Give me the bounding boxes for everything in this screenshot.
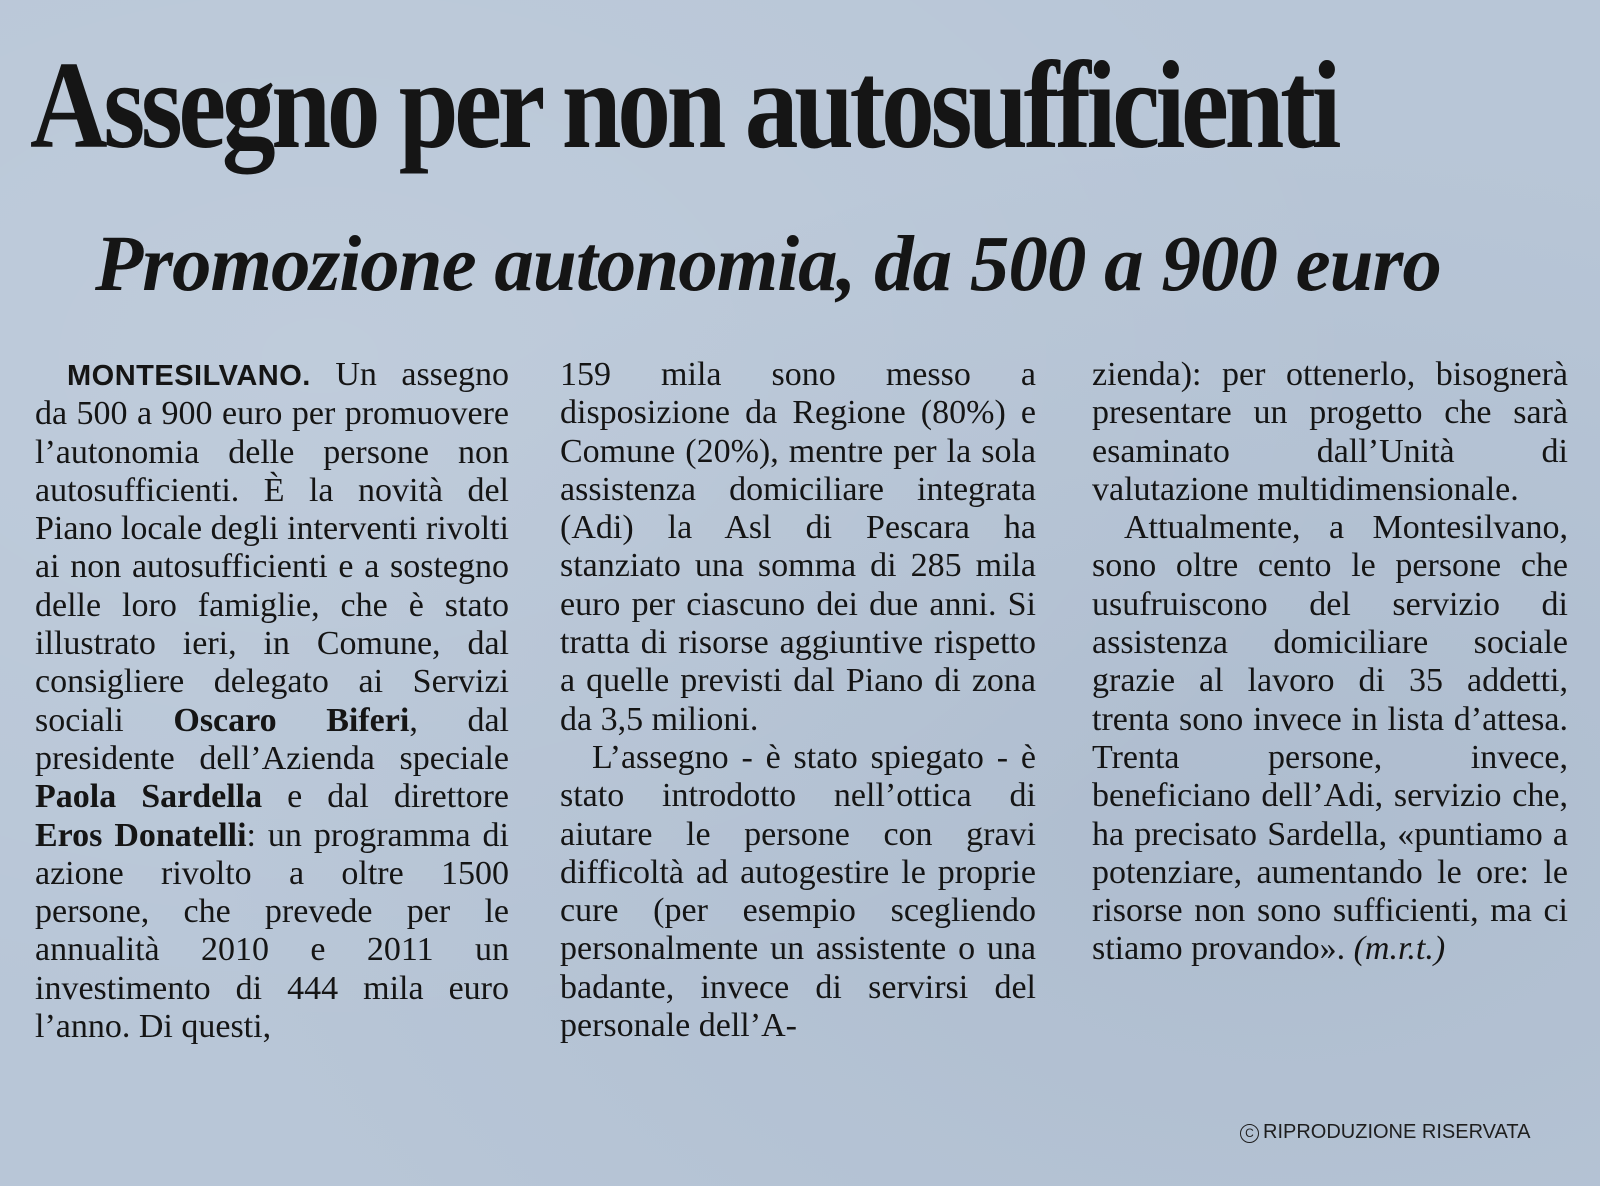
text-segment: Un assegno da 500 a 900 euro per promuovere l’autonomia delle persone non autosufficienti. È la novità del Piano locale degli interventi rivolti ai non autosufficienti e a sostegno delle loro famiglie, che è stato illustrato ieri, in Comune, dal consigliere delegato ai Servizi sociali — [35, 356, 509, 739]
article-column-1 — [35, 356, 509, 1046]
subheadline: Promozione autonomia, da 500 a 900 euro — [95, 221, 1441, 308]
person-name-biferi: Oscaro Biferi — [173, 701, 410, 739]
paragraph-2: 159 mila sono messo a disposizione da Regione (80%) e Comune (20%), mentre per la sola assistenza domiciliare integrata (Adi) la Asl di Pescara ha stanziato una somma di 285 mila euro per ciascuno dei due anni. Si tratta di risorse aggiuntive rispetto a quelle previsti dal Piano di zona da 3,5 milioni. — [560, 356, 1036, 738]
paragraph-4: zienda): per ottenerlo, bisognerà presentare un progetto che sarà esaminato dall’Unità di valutazione multidimensionale. — [1092, 356, 1568, 508]
person-name-sardella: Paola Sardella — [35, 778, 263, 816]
copyright-text: RIPRODUZIONE RISERVATA — [1263, 1121, 1531, 1143]
headline: Assegno per non autosufficienti — [30, 37, 1338, 175]
copyright-notice — [1240, 1120, 1530, 1144]
person-name-donatelli: Eros Donatelli — [35, 816, 247, 854]
dateline: MONTESILVANO. — [67, 360, 311, 392]
author-signature: (m.r.t.) — [1353, 930, 1446, 968]
copyright-icon: C — [1240, 1124, 1259, 1143]
text-segment: e dal direttore — [262, 778, 510, 816]
text-segment: : un programma di azione rivolto a oltre 1500 persone, che prevede per le annualità 2010 e 2011 un investimento di 444 mila euro l’anno. Di questi, — [35, 816, 509, 1046]
paragraph-5 — [1092, 509, 1568, 969]
article-column-2 — [560, 356, 1036, 1045]
article-column-3 — [1092, 356, 1568, 969]
paragraph-1 — [35, 356, 509, 1046]
text-segment: , dal presidente dell’Azienda speciale — [35, 701, 509, 777]
text-segment: Attualmente, a Montesilvano, sono oltre cento le persone che usufruiscono del servizio di assistenza domiciliare sociale grazie al lavoro di 35 addetti, trenta sono invece in lista d’attesa. Trenta persone, invece, beneficiano dell’Adi, servizio che, ha precisato Sardella, «puntiamo a potenziare, aumentando le ore: le risorse non sono sufficienti, ma ci stiamo provando». — [1092, 509, 1568, 968]
paragraph-3: L’assegno - è stato spiegato - è stato introdotto nell’ottica di aiutare le persone con gravi difficoltà ad autogestire le proprie cure (per esempio scegliendo personalmente un assistente o una badante, invece di servirsi del personale dell’A- — [560, 738, 1036, 1045]
